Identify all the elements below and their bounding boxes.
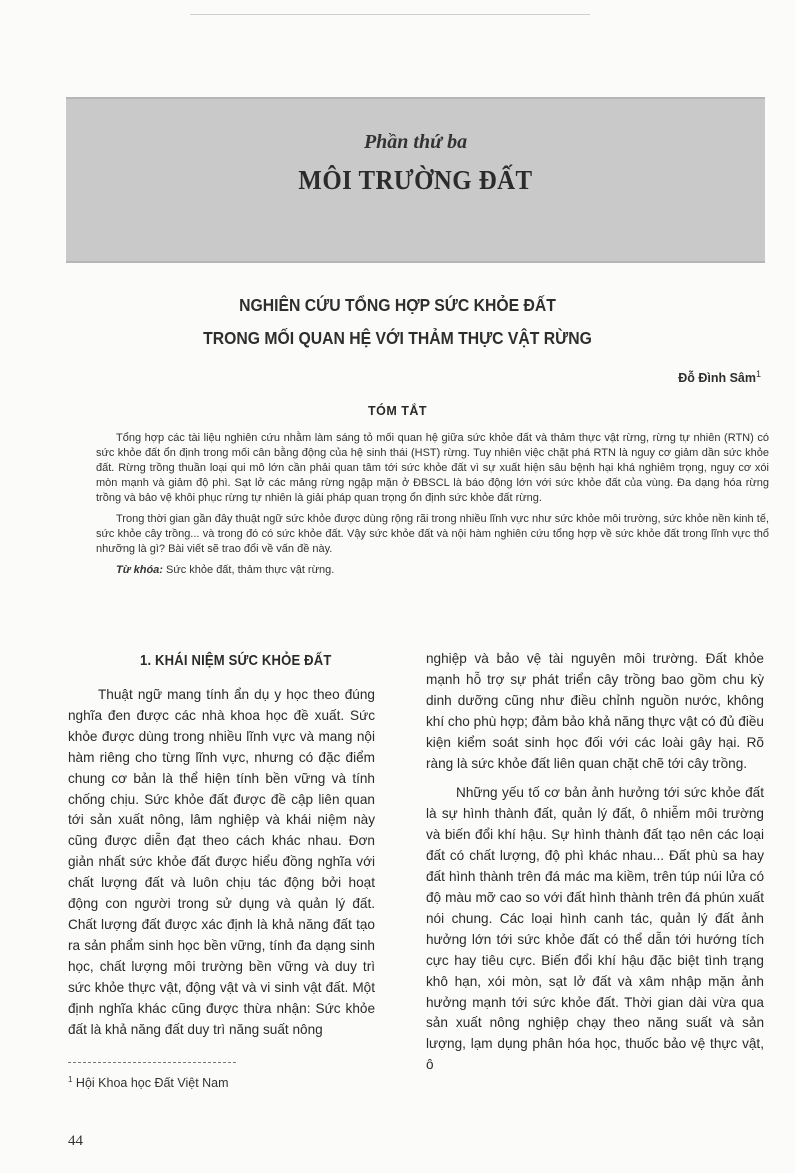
- article-title-line2: TRONG MỐI QUAN HỆ VỚI THẢM THỰC VẬT RỪNG: [203, 328, 592, 348]
- keywords: [96, 563, 769, 578]
- footnote-mark: 1: [68, 1075, 73, 1084]
- abstract: [96, 431, 769, 584]
- footnote-divider: [68, 1062, 236, 1063]
- footnote-text: Hội Khoa học Đất Việt Nam: [72, 1076, 229, 1091]
- right-column: [426, 649, 764, 1076]
- page-number: 44: [68, 1133, 83, 1149]
- left-column: [68, 649, 375, 1040]
- part-banner: [66, 97, 765, 263]
- author-footnote-mark: 1: [755, 369, 761, 379]
- part-label: Phần thứ ba: [363, 131, 468, 153]
- abstract-heading: TÓM TẮT: [367, 404, 428, 418]
- article-title-line1: NGHIÊN CỨU TỔNG HỢP SỨC KHỎE ĐẤT: [239, 295, 556, 315]
- top-edge-line: [190, 0, 590, 15]
- right-column-paragraph-2: Những yếu tố cơ bản ảnh hưởng tới sức khỏe đất là sự hình thành đất, quản lý đất, ô nhiễm môi trường và biến đổi khí hậu. Sự hình thành đất tạo nên các loại đất có chất lượng, độ phì khác nhau... Đất phù sa hay đất hình thành trên đá mác ma kiềm, trên túp núi lửa có độ màu mỡ cao so với đất hình thành trên đá phún xuất nói chung. Các loại hình canh tác, quản lý đất ảnh hưởng lớn tới sức khỏe đất có thể dẫn tới hướng tích cực hay tiêu cực. Biến đổi khí hậu đặc biệt tình trạng khô hạn, xói mòn, sạt lở đất và xâm nhập mặn ảnh hưởng mạnh tới sức khỏe đất. Thời gian dài vừa qua sản xuất nông nghiệp chạy theo năng suất và sản lượng, lạm dụng phân hóa học, thuốc bảo vệ thực vật, ô: [426, 785, 764, 1073]
- section-heading-1: 1. KHÁI NIỆM SỨC KHỎE ĐẤT: [140, 653, 332, 669]
- author: [678, 369, 761, 385]
- abstract-paragraph-1: Tổng hợp các tài liệu nghiên cứu nhằm làm sáng tỏ mối quan hệ giữa sức khỏe đất và thảm thực vật rừng, rừng tự nhiên (RTN) có sức khỏe đất ổn định trong mối cân bằng động của hệ sinh thái (HST) rừng. Tuy nhiên việc chặt phá RTN là nguy cơ giảm dần sức khỏe đất. Rừng trồng thuần loại qui mô lớn cần phải quan tâm tới sức khỏe đất vì sự xuất hiện sâu bệnh hại khá nghiêm trọng, nguy cơ xói mòn mạnh và giảm độ phì. Sạt lở các mảng rừng ngập mặn ở ĐBSCL là báo động lớn với sức khỏe đất của vùng. Đa dạng hóa rừng trồng và bảo vệ khôi phục rừng tự nhiên là giải pháp quan trọng ổn định sức khỏe đất rừng.: [96, 432, 769, 504]
- keywords-text: Sức khỏe đất, thảm thực vật rừng.: [162, 564, 335, 576]
- abstract-paragraph-2: Trong thời gian gần đây thuật ngữ sức khỏe được dùng rộng rãi trong nhiều lĩnh vực như sức khỏe môi trường, sức khỏe nền kinh tế, sức khỏe cây trồng... và trong đó có sức khỏe đất. Vậy sức khỏe đất và nội hàm nghiên cứu tổng hợp về sức khỏe đất trong lĩnh vực thổ nhưỡng là gì? Bài viết sẽ trao đổi về vấn đề này.: [96, 513, 769, 555]
- author-name: Đỗ Đình Sâm: [678, 371, 756, 386]
- keywords-label: Từ khóa:: [116, 564, 163, 576]
- left-column-paragraph: Thuật ngữ mang tính ẩn dụ y học theo đúng nghĩa đen được các nhà khoa học đề xuất. Sức khỏe được dùng trong nhiều lĩnh vực và mang nội hàm riêng cho từng lĩnh vực, nhưng có đặc điểm chung cơ bản là thể hiện tính bền vững và tính chống chịu. Sức khỏe đất được đề cập liên quan tới sản xuất nông, lâm nghiệp và khái niệm này cũng được diễn đạt theo cách khác nhau. Đơn giản nhất sức khỏe đất được hiểu đồng nghĩa với chất lượng đất và luôn chịu tác động bởi hoạt động con người trong sử dụng và quản lý đất. Chất lượng đất được xác định là khả năng đất tạo ra sản phẩm sinh học bền vững, tính đa dạng sinh học, chất lượng môi trường bền vững và duy trì sức khỏe thực vật, động vật và vi sinh vật đất. Một định nghĩa khác cũng được thừa nhận: Sức khỏe đất là khả năng đất duy trì năng suất nông: [68, 687, 375, 1037]
- article-title: [40, 289, 756, 355]
- part-title: MÔI TRƯỜNG ĐẤT: [298, 165, 533, 195]
- footnote: [68, 1075, 229, 1090]
- right-column-paragraph-1: nghiệp và bảo vệ tài nguyên môi trường. Đất khỏe mạnh hỗ trợ sự phát triển cây trồng bao gồm chu kỳ dinh dưỡng cũng như điều chỉnh nguồn nước, không khí cho phù hợp; đảm bảo khả năng thực vật có đủ điều kiện kiểm soát sinh học đối với các loài gây hại. Rõ ràng là sức khỏe đất liên quan chặt chẽ tới cây trồng.: [426, 651, 764, 771]
